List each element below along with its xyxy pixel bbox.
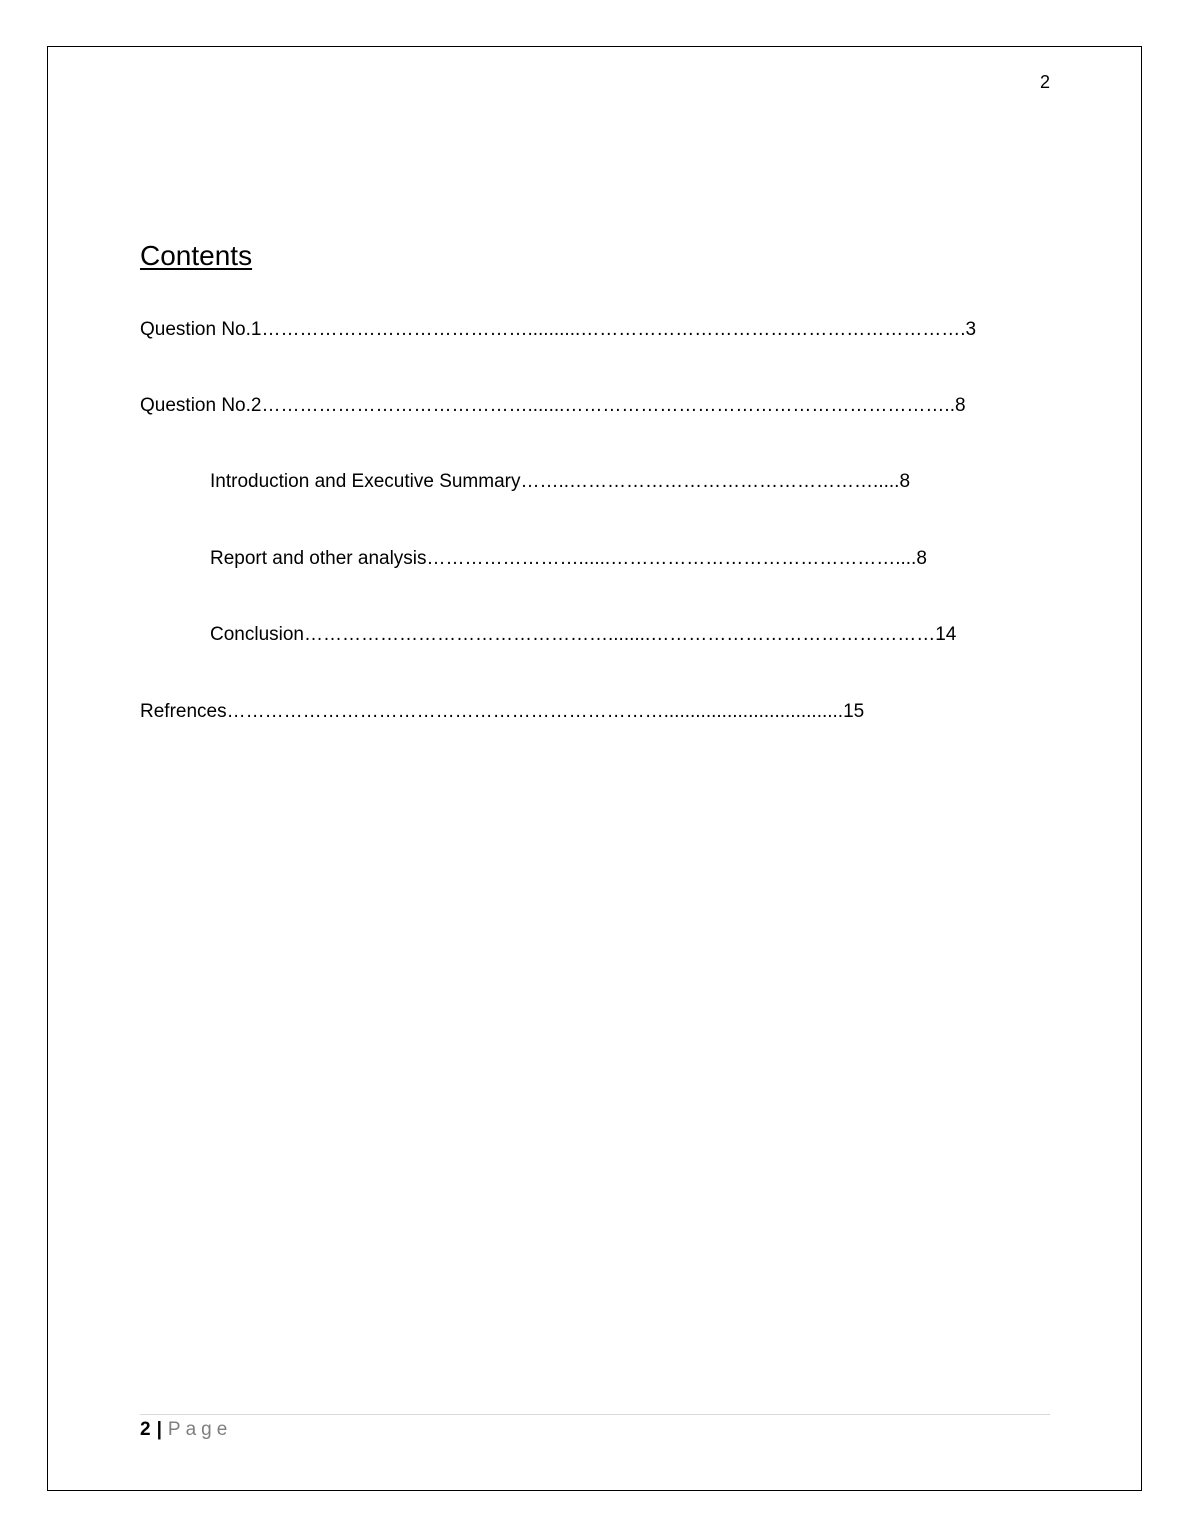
toc-entry-references[interactable] [140, 701, 892, 727]
toc-entry-conclusion[interactable] [210, 624, 957, 650]
toc-title: Contents [140, 240, 253, 271]
toc-entry-page: 15 [843, 701, 865, 722]
toc-entry-leader: …………………………………………........……………………………………… [304, 624, 936, 645]
toc-entry-introduction[interactable] [210, 471, 911, 497]
toc-entry-leader: ……..…………………………………………..... [520, 471, 900, 492]
toc-entry-label: Report and other analysis [210, 548, 427, 569]
toc-entry-page: 8 [916, 548, 927, 569]
toc-entry-page: 8 [899, 471, 911, 492]
toc-entry-page: 3 [965, 319, 977, 340]
toc-entry-label: Question No.1 [140, 319, 262, 340]
toc-entry-leader: …………………………………….......…………………………………………………….. [261, 395, 955, 416]
toc-entry-question-1[interactable] [140, 319, 977, 345]
toc-entry-report[interactable] [210, 548, 927, 574]
footer [140, 1419, 232, 1441]
toc-entry-label: Question No.2 [140, 395, 262, 416]
toc-entry-label: Refrences [140, 701, 227, 722]
toc-entry-leader: …………………………………………………………….................................. [226, 701, 844, 722]
toc-entry-leader: ……………………………………..........……………………………………………………. [261, 319, 966, 340]
footer-divider [140, 1414, 1050, 1415]
toc-entry-label: Conclusion [210, 624, 304, 645]
footer-page-word: Page [167, 1419, 233, 1440]
header-page-number: 2 [1039, 72, 1050, 92]
footer-page-number: 2 [140, 1419, 151, 1440]
footer-separator: | [156, 1419, 162, 1440]
toc-entry-label: Introduction and Executive Summary [210, 471, 521, 492]
toc-entry-page: 8 [954, 395, 966, 416]
toc-entry-leader: ……………………......……………………………………….... [426, 548, 917, 569]
toc-entry-question-2[interactable] [140, 395, 966, 421]
toc-entry-page: 14 [935, 624, 957, 645]
